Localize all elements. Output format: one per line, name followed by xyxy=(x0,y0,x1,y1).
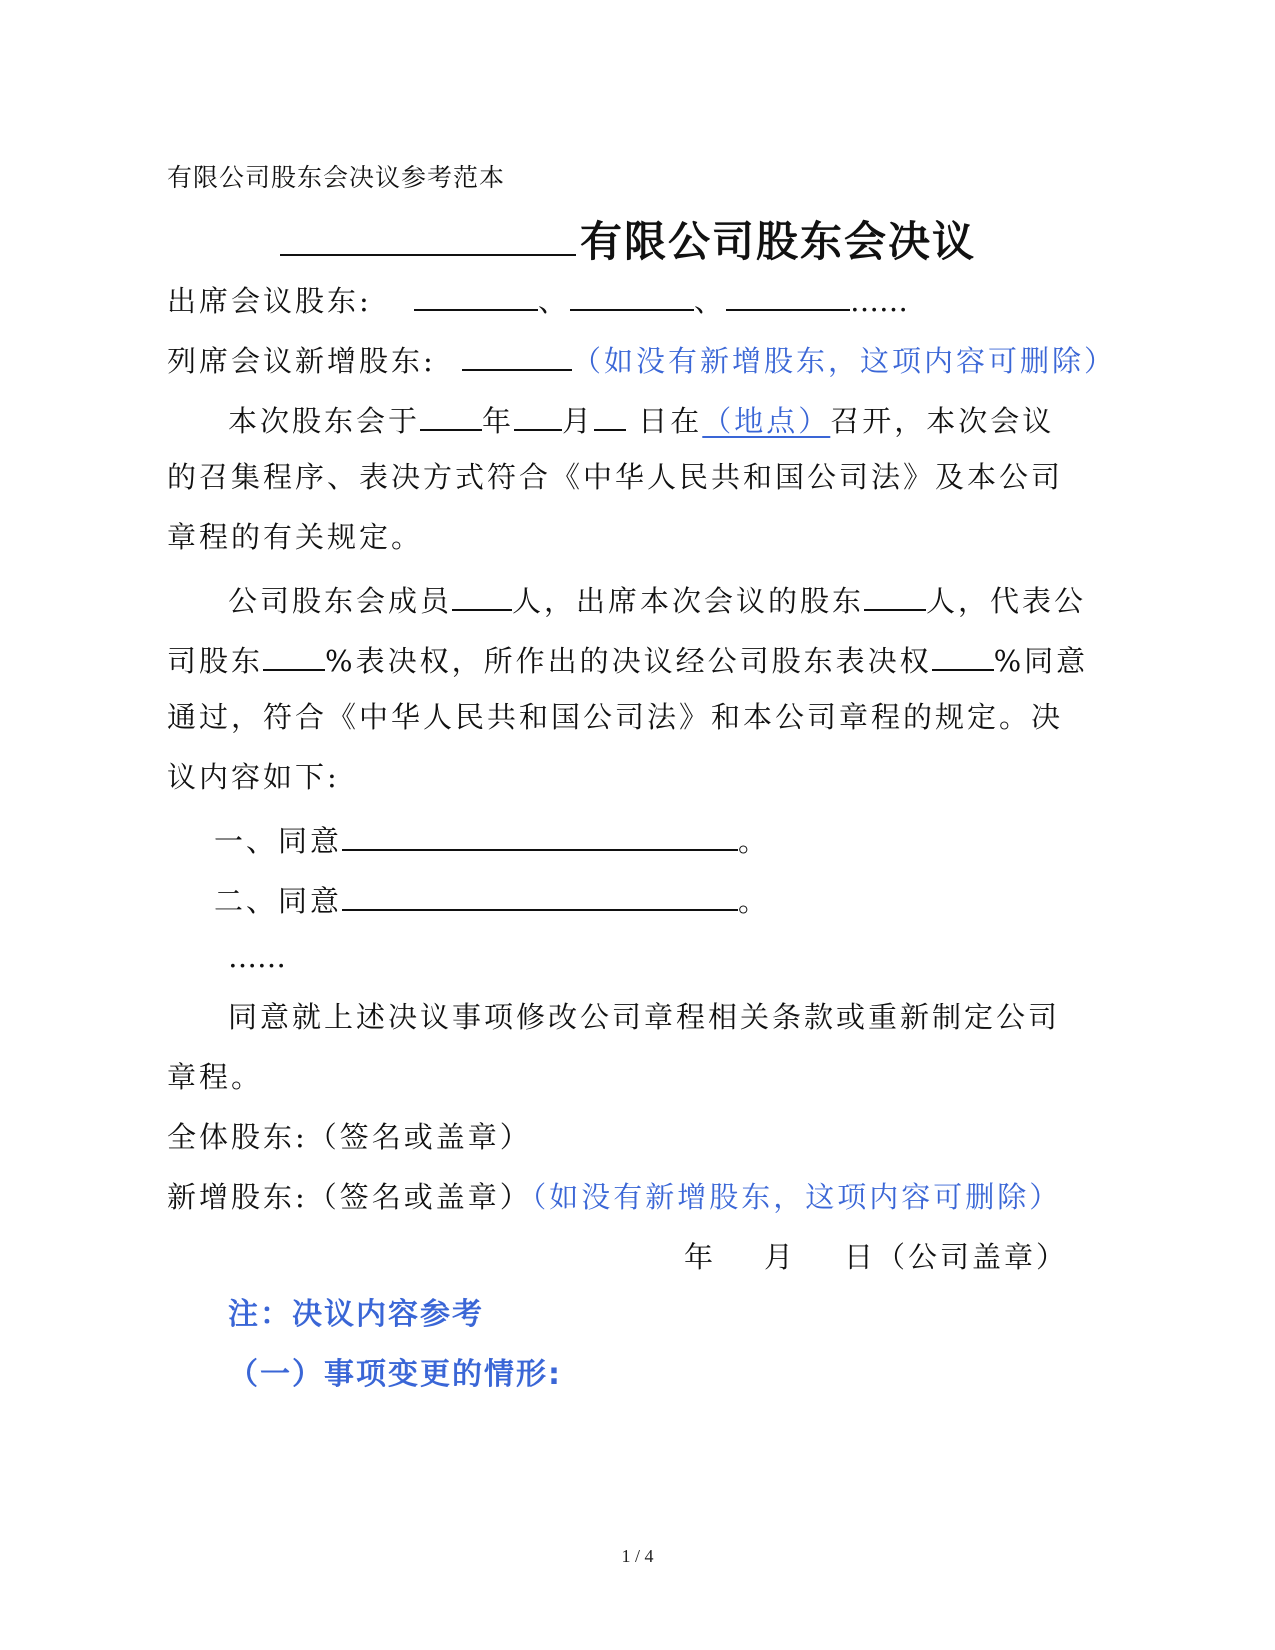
item-prefix: 二、同意 xyxy=(214,884,343,918)
attendees-blank xyxy=(864,583,926,611)
para2-line2 xyxy=(167,643,1088,676)
voting-percent-blank xyxy=(263,643,325,671)
all-shareholders-signature: 全体股东:（签名或盖章） xyxy=(167,1120,532,1154)
para2-text: 司股东 xyxy=(167,644,264,678)
para2-text: 人，出席本次会议的股东 xyxy=(512,584,865,618)
company-name-blank xyxy=(280,216,576,256)
resolution-item-2 xyxy=(214,883,770,916)
note-heading: 注：决议内容参考 xyxy=(228,1297,484,1332)
day-blank xyxy=(594,403,626,431)
para2-text: 公司股东会成员 xyxy=(228,584,453,618)
item-1-blank xyxy=(342,823,738,851)
ellipsis: …… xyxy=(850,284,909,318)
item-2-blank xyxy=(342,883,738,911)
para2-text: %表决权，所作出的决议经公司股东表决权 xyxy=(325,644,932,678)
note-subheading: （一）事项变更的情形: xyxy=(228,1357,562,1392)
members-blank xyxy=(452,583,512,611)
separator: 、 xyxy=(694,284,727,318)
new-shareholder-note: （如没有新增股东，这项内容可删除） xyxy=(572,344,1117,378)
para1-line3: 章程的有关规定。 xyxy=(167,520,424,554)
document-title-row xyxy=(280,216,977,266)
attending-shareholders-row xyxy=(167,283,908,316)
new-shareholder-blank xyxy=(462,343,572,371)
date-year: 年 xyxy=(684,1240,717,1274)
attending-label: 出席会议股东: xyxy=(167,284,372,318)
new-shareholders-note: （如没有新增股东，这项内容可删除） xyxy=(531,1180,1062,1214)
page-number: 1 / 4 xyxy=(621,1546,654,1566)
date-month: 月 xyxy=(764,1240,797,1274)
item-end: 。 xyxy=(738,884,771,918)
para3-line1: 同意就上述决议事项修改公司章程相关条款或重新制定公司 xyxy=(228,1000,1061,1034)
year-label: 年 xyxy=(482,404,515,438)
document-label: 有限公司股东会决议参考范本 xyxy=(167,163,506,192)
para2-line3: 通过，符合《中华人民共和国公司法》和本公司章程的规定。决 xyxy=(167,700,1064,734)
shareholder-blank-1 xyxy=(414,283,538,311)
year-blank xyxy=(420,403,482,431)
meeting-date-line xyxy=(228,403,1054,436)
approval-percent-blank xyxy=(932,643,994,671)
items-ellipsis: …… xyxy=(228,940,286,974)
day-label: 日在 xyxy=(638,404,703,438)
new-shareholders-signature-row xyxy=(167,1180,1062,1214)
separator: 、 xyxy=(538,284,571,318)
para1-line2: 的召集程序、表决方式符合《中华人民共和国公司法》及本公司 xyxy=(167,460,1064,494)
para3-line2: 章程。 xyxy=(167,1060,264,1094)
para2-line4: 议内容如下: xyxy=(167,760,340,794)
para1-text-end: 召开，本次会议 xyxy=(830,404,1055,438)
month-blank xyxy=(514,403,562,431)
para1-text: 本次股东会于 xyxy=(228,404,421,438)
new-shareholder-row xyxy=(167,343,1116,376)
month-label: 月 xyxy=(562,404,595,438)
date-seal-line xyxy=(684,1240,1069,1274)
item-end: 。 xyxy=(738,824,771,858)
resolution-item-1 xyxy=(214,823,770,856)
new-shareholders-signature: 新增股东:（签名或盖章） xyxy=(167,1180,532,1214)
para2-line1 xyxy=(228,583,1086,616)
location-placeholder: （地点） xyxy=(702,404,831,438)
new-shareholder-label: 列席会议新增股东: xyxy=(167,344,436,378)
para2-text: 人，代表公 xyxy=(926,584,1087,618)
shareholder-blank-3 xyxy=(726,283,850,311)
item-prefix: 一、同意 xyxy=(214,824,343,858)
document-title: 有限公司股东会决议 xyxy=(580,217,977,266)
shareholder-blank-2 xyxy=(570,283,694,311)
date-day-seal: 日（公司盖章） xyxy=(844,1240,1069,1274)
para2-text: %同意 xyxy=(993,644,1089,678)
